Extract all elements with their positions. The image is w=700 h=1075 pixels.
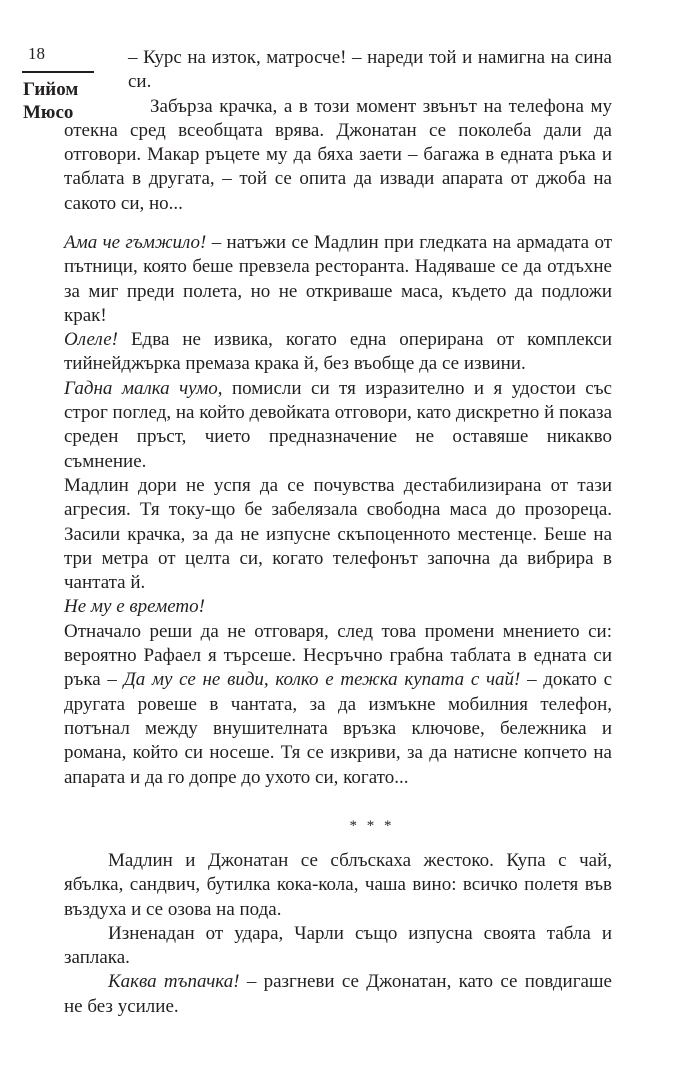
paragraph <box>64 328 612 377</box>
italic-phrase: Олеле! <box>64 329 118 351</box>
paragraph-text: Отначало реши да не отговаря, след това промени мнението си: вероятно Рафаел я търсеше. Несръчно грабна таблата в едната си ръка – <box>64 620 612 691</box>
italic-phrase: Да му се не види, колко е тежка купата с чай! <box>123 669 521 691</box>
paragraph <box>64 377 612 474</box>
paragraph-text: – натъжи се Мадлин при гледката на армадата от пътници, която беше превзела ресторанта. Надяваше се да отдъхне за миг преди полета, но не откриваше маса, където да подложи крак! <box>64 232 612 326</box>
paragraph <box>64 595 612 619</box>
header-rule <box>22 71 94 73</box>
paragraph-text: , помисли си тя изразително и я удостои със строг поглед, на който девойката отговори, като дискретно й показа среден пръст, чието предназначение не оставяше никакво съмнение. <box>64 377 612 472</box>
page-number: 18 <box>28 44 45 63</box>
paragraph-text: – разгневи се Джонатан, като се повдигаше не без усилие. <box>64 971 612 1017</box>
paragraph: – Курс на изток, матросче! – нареди той и намигна на сина си. <box>128 47 612 93</box>
paragraph <box>64 620 612 790</box>
paragraph: Мадлин и Джонатан се сблъскаха жестоко. Купа с чай, ябълка, сандвич, бутилка кока-кола, чаша вино: всичко полетя във въздуха и се озова на пода. <box>64 850 612 920</box>
author-first-name: Гийом <box>23 79 79 100</box>
author-last-name: Мюсо <box>23 102 74 123</box>
text-block-3 <box>64 849 612 1019</box>
paragraph <box>64 231 612 328</box>
paragraph: Забърза крачка, а в този момент звънът на телефона му отекна сред всеобщата врява. Джонатан се поколеба дали да отговори. Макар ръцете му да бяха заети – багажа в едната ръка и таблата в другата, – той се опита да извади апарата от джоба на сакото си, но... <box>64 95 612 214</box>
italic-phrase: Ама че гъмжило! <box>64 232 207 253</box>
italic-phrase: Каква тъпачка! <box>108 971 240 993</box>
paragraph <box>64 970 612 1019</box>
text-block-2 <box>64 231 612 790</box>
italic-phrase: Не му е времето! <box>64 596 205 618</box>
paragraph: Мадлин дори не успя да се почувства дестабилизирана от тази агресия. Тя току-що бе забелязала свободна маса до прозореца. Засили крачка, за да не изпусне скъпоценното местенце. Беше на три метра от целта си, когато телефонът започна да вибрира в чантата й. <box>64 474 612 594</box>
italic-phrase: Гадна малка чумо <box>64 377 218 399</box>
paragraph: Изненадан от удара, Чарли също изпусна своята табла и заплака. <box>64 922 612 969</box>
text-block-1 <box>64 46 612 216</box>
paragraph-text: – докато с другата ровеше в чантата, за да измъкне мобилния телефон, потънал между внушителната връзка ключове, бележника и романа, който си носеше. Тя се изкриви, за да натисне копчето на апарата и да го допре до ухото си, когато... <box>64 669 613 788</box>
section-separator: * * * <box>349 818 395 834</box>
paragraph-text: Едва не извика, когато една оперирана от комплекси тийнейджърка премаза крака й, без въобще да се извини. <box>64 329 612 375</box>
